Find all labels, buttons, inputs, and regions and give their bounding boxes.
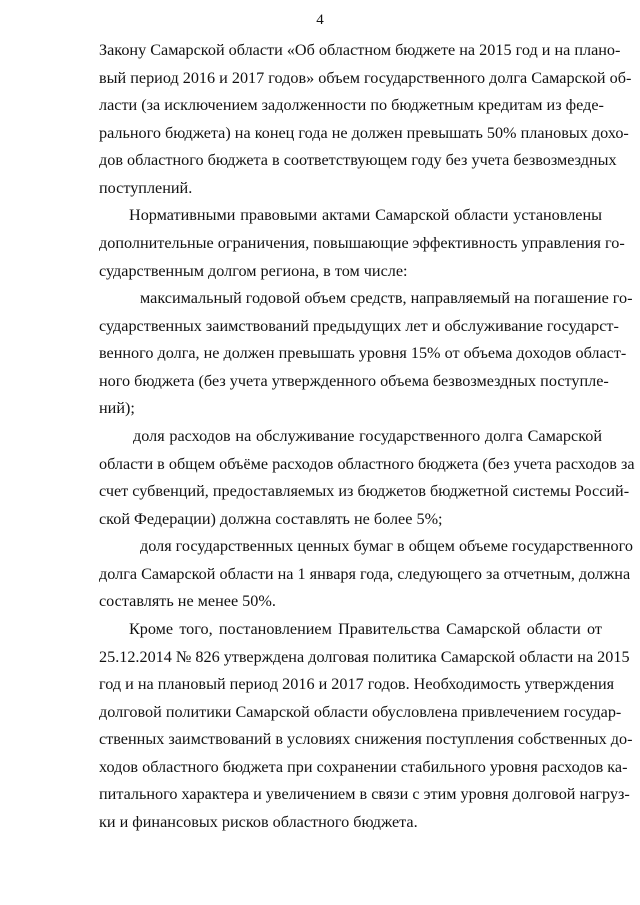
list-item-1-line-5: ний); bbox=[99, 399, 135, 417]
paragraph-1-line-4: рального бюджета) на конец года не должен превышать 50% плановых дохо- bbox=[99, 124, 629, 142]
list-item-1-line-4: ного бюджета (без учета утвержденного объема безвозмездных поступле- bbox=[99, 372, 609, 390]
list-item-2-line-2: области в общем объёме расходов областного бюджета (без учета расходов за bbox=[99, 455, 635, 473]
list-item-2-line-4: ской Федерации) должна составлять не более 5%; bbox=[99, 510, 443, 528]
paragraph-2-line-1: Нормативными правовыми актами Самарской области установлены bbox=[129, 206, 602, 224]
paragraph-1-line-6: поступлений. bbox=[99, 179, 193, 197]
paragraph-1-line-5: дов областного бюджета в соответствующем году без учета безвозмездных bbox=[99, 151, 617, 169]
list-item-2-line-3: счет субвенций, предоставляемых из бюджетов бюджетной системы Россий- bbox=[99, 482, 630, 500]
paragraph-3-line-8: ки и финансовых рисков областного бюджета. bbox=[99, 813, 418, 831]
list-item-3-line-3: составлять не менее 50%. bbox=[99, 592, 276, 610]
paragraph-3-line-3: год и на плановый период 2016 и 2017 годов. Необходимость утверждения bbox=[99, 675, 615, 693]
list-item-3-line-2: долга Самарской области на 1 января года, следующего за отчетным, должна bbox=[99, 565, 631, 583]
list-item-1-line-3: венного долга, не должен превышать уровня 15% от объема доходов област- bbox=[99, 344, 627, 362]
paragraph-3-line-5: ственных заимствований в условиях снижения поступления собственных до- bbox=[99, 730, 633, 748]
paragraph-3-line-2: 25.12.2014 № 826 утверждена долговая политика Самарской области на 2015 bbox=[99, 648, 630, 666]
list-item-1-line-1: максимальный годовой объем средств, направляемый на погашение го- bbox=[140, 289, 633, 307]
paragraph-2-line-3: сударственным долгом региона, в том числе: bbox=[99, 262, 408, 280]
paragraph-3-line-4: долговой политики Самарской области обусловлена привлечением государ- bbox=[99, 703, 622, 721]
paragraph-1-line-2: вый период 2016 и 2017 годов» объем государственного долга Самарской об- bbox=[99, 69, 632, 87]
paragraph-3-line-6: ходов областного бюджета при сохранении стабильного уровня расходов ка- bbox=[99, 758, 628, 776]
paragraph-1-line-1: Закону Самарской области «Об областном бюджете на 2015 год и на плано- bbox=[99, 41, 621, 59]
paragraph-2-line-2: дополнительные ограничения, повышающие эффективность управления го- bbox=[99, 234, 625, 252]
paragraph-3-line-7: питального характера и увеличением в связи с этим уровня долговой нагруз- bbox=[99, 785, 630, 803]
list-item-3-line-1: доля государственных ценных бумаг в общем объеме государственного bbox=[140, 537, 633, 555]
list-item-2-line-1: доля расходов на обслуживание государственного долга Самарской bbox=[133, 427, 602, 445]
list-item-1-line-2: сударственных заимствований предыдущих лет и обслуживание государст- bbox=[99, 317, 619, 335]
paragraph-3-line-1: Кроме того, постановлением Правительства Самарской области от bbox=[129, 620, 602, 638]
paragraph-1-line-3: ласти (за исключением задолженности по бюджетным кредитам из феде- bbox=[99, 96, 604, 114]
page-number: 4 bbox=[316, 12, 324, 28]
